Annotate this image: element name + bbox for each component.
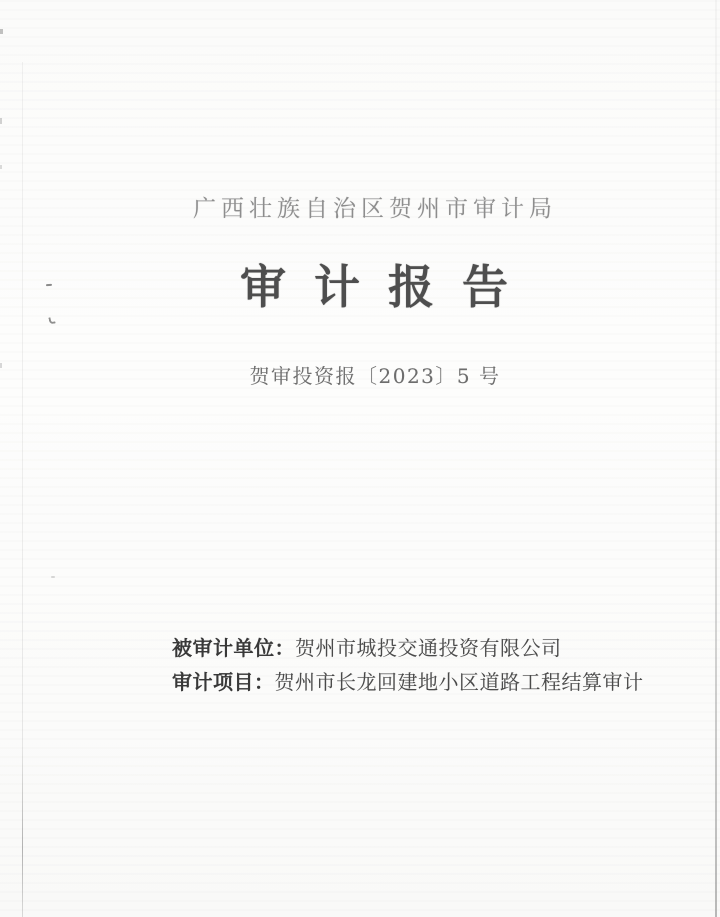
audit-project-line [172,665,644,699]
report-title: 审计报告 [240,260,536,314]
document-number: 贺审投资报〔2023〕5 号 [249,364,501,388]
audited-entity-label: 被审计单位： [172,636,295,660]
report-info-block [172,631,644,699]
scan-right-edge-line [715,0,717,917]
audited-entity-line [172,631,644,665]
audit-project-value: 贺州市长龙回建地小区道路工程结算审计 [274,670,644,694]
scan-edge-mark [0,29,3,34]
issuing-agency-name: 广西壮族自治区贺州市审计局 [193,196,557,222]
scan-speck [48,316,55,324]
audited-entity-value: 贺州市城投交通投资有限公司 [295,636,562,660]
scan-edge-mark [0,165,2,169]
scan-edge-mark [0,363,2,368]
audit-project-label: 审计项目： [172,670,275,694]
scan-edge-mark [0,118,2,124]
scan-speck [51,576,55,578]
